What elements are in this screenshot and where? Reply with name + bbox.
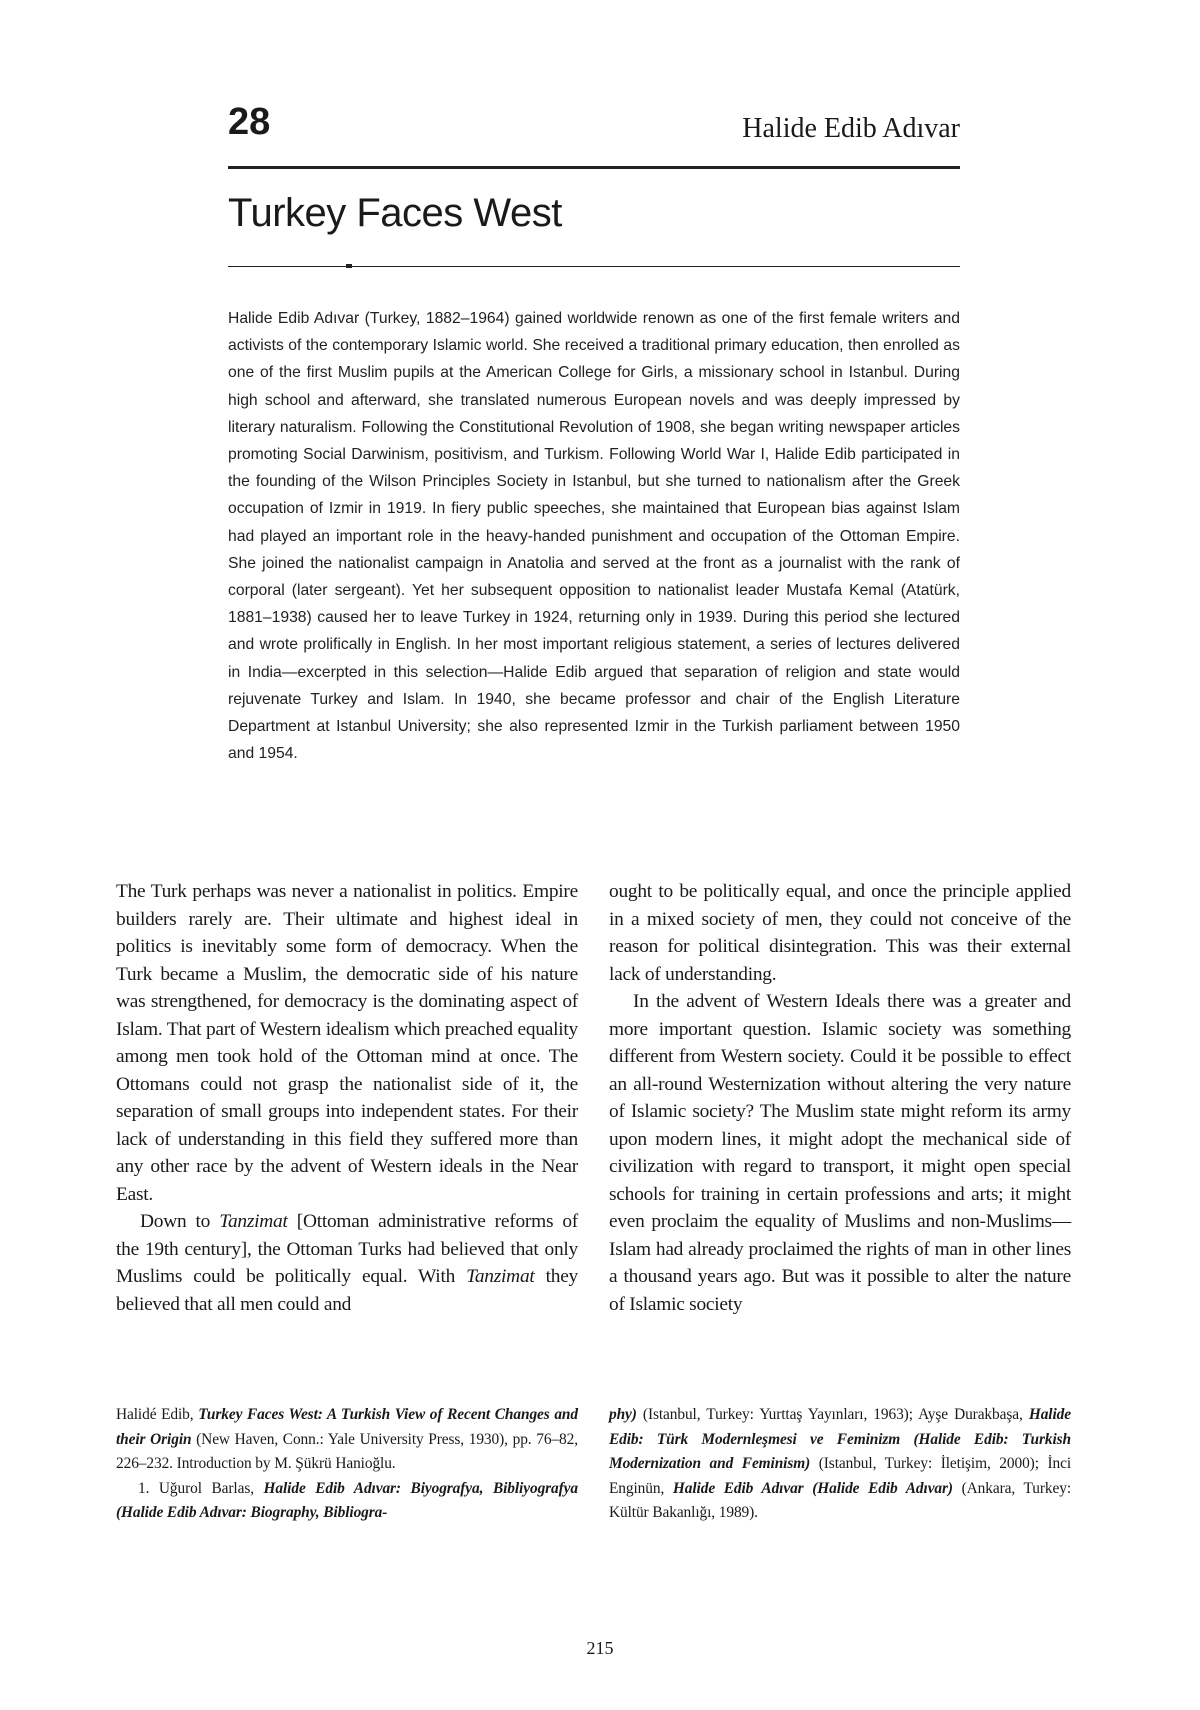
intro-biography: Halide Edib Adıvar (Turkey, 1882–1964) gained worldwide renown as one of the first female writers and activists of the contemporary Islamic world. She received a traditional primary education, then enrolled as one of the first Muslim pupils at the American College for Girls, a missionary school in Istanbul. During high school and afterward, she translated numerous European novels and was deeply impressed by literary naturalism. Following the Constitutional Revolution of 1908, she began writing newspaper articles promoting Social Darwinism, positivism, and Turkism. Following World War I, Halide Edib participated in the founding of the Wilson Principles Society in Istanbul, but she turned to nationalism after the Greek occupation of Izmir in 1919. In fiery public speeches, she maintained that European bias against Islam had played an important role in the heavy-handed punishment and occupation of the Ottoman Empire. She joined the nationalist campaign in Anatolia and served at the front as a journalist with the rank of corporal (later sergeant). Yet her subsequent opposition to nationalist leader Mustafa Kemal (Atatürk, 1881–1938) caused her to leave Turkey in 1924, returning only in 1939. During this period she lectured and wrote prolifically in English. In her most important religious statement, a series of lectures delivered in India—excerpted in this selection—Halide Edib argued that separation of religion and state would rejuvenate Turkey and Islam. In 1940, she became professor and chair of the English Literature Department at Istanbul University; she also represented Izmir in the Turkish parliament between 1950 and 1954. [228,310,960,763]
book-title: Halide Edib Adıvar (Halide Edib Adıvar) [672,1479,953,1497]
chapter-number: 28 [228,101,271,143]
italic-term: Tanzimat [466,1266,535,1287]
text-run: they believed that all men could and [116,1266,578,1315]
italic-term: Tanzimat [219,1211,288,1232]
header-rule [228,166,960,169]
body-paragraph: The Turk perhaps was never a nationalist in politics. Empire builders rarely are. Their ultimate and highest ideal in politics is inevitably some form of democracy. When the Turk became a Muslim, the democratic side of his nature was strengthened, for democracy is the dominating aspect of Islam. That part of Western idealism which preached equality among men took hold of the Ottoman mind at once. The Ottomans could not grasp the nationalist side of it, the separation of small groups into independent states. For their lack of understanding in this field they suffered more than any other race by the advent of Western ideals in the Near East. [116,881,578,1205]
book-title: Halide Edib: Türk Modernleşmesi ve Feminizm (Halide Edib: Turkish Modernization and Feminism) [609,1406,1071,1473]
rule-tick [346,264,352,268]
text-run: (New Haven, Conn.: Yale University Press, 1930), pp. 76–82, 226–232. Introduction by M. Şükrü Hanioğlu. [116,1430,578,1473]
text-run: [Ottoman administrative reforms of the 19th century], the Ottoman Turks had believed that only Muslims could be politically equal. With [116,1211,578,1287]
running-head-author: Halide Edib Adıvar [742,113,960,144]
body-column-right [609,878,1071,1318]
body-paragraph: ought to be politically equal, and once the principle applied in a mixed society of men, they could not conceive of the reason for political disintegration. This was their external lack of understanding. [609,881,1071,985]
chapter-title: Turkey Faces West [228,191,562,235]
book-title: Halide Edib Adıvar: Biyografya, Bibliyografya (Halide Edib Adıvar: Biography, Bibliogra- [116,1479,578,1522]
body-paragraph: In the advent of Western Ideals there was a greater and more important question. Islamic society was something different from Western society. Could it be possible to effect an all-round Westernization without altering the very nature of Islamic society? The Muslim state might reform its army upon modern lines, it might adopt the mechanical side of civilization with regard to transport, it might open special schools for training in certain professions and arts; it might even proclaim the equality of Muslims and non-Muslims—Islam had already proclaimed the rights of man in other lines a thousand years ago. But was it possible to alter the nature of Islamic society [609,991,1071,1315]
text-run: (Ankara, Turkey: Kültür Bakanlığı, 1989). [609,1479,1072,1522]
text-run: Down to [140,1211,220,1232]
body-column-left [116,878,578,1318]
text-run: (Istanbul, Turkey: Yurttaş Yayınları, 1963); Ayşe Durakbaşa, [636,1406,1029,1423]
source-notes-right [609,1403,1071,1526]
body-paragraph [116,1208,578,1318]
text-run: 1. Uğurol Barlas, [138,1479,264,1497]
text-run: (Istanbul, Turkey: İletişim, 2000); İnci Enginün, [609,1455,1072,1497]
footnote-continued [609,1403,1071,1526]
source-notes-left [116,1403,578,1526]
title-rule [228,266,960,267]
page-number: 215 [586,1638,614,1658]
source-citation [116,1403,578,1477]
text-run: Halidé Edib, [116,1406,199,1423]
footnote [116,1477,578,1526]
book-title: phy) [609,1406,637,1423]
book-title: Turkey Faces West: A Turkish View of Recent Changes and their Origin [116,1406,578,1448]
